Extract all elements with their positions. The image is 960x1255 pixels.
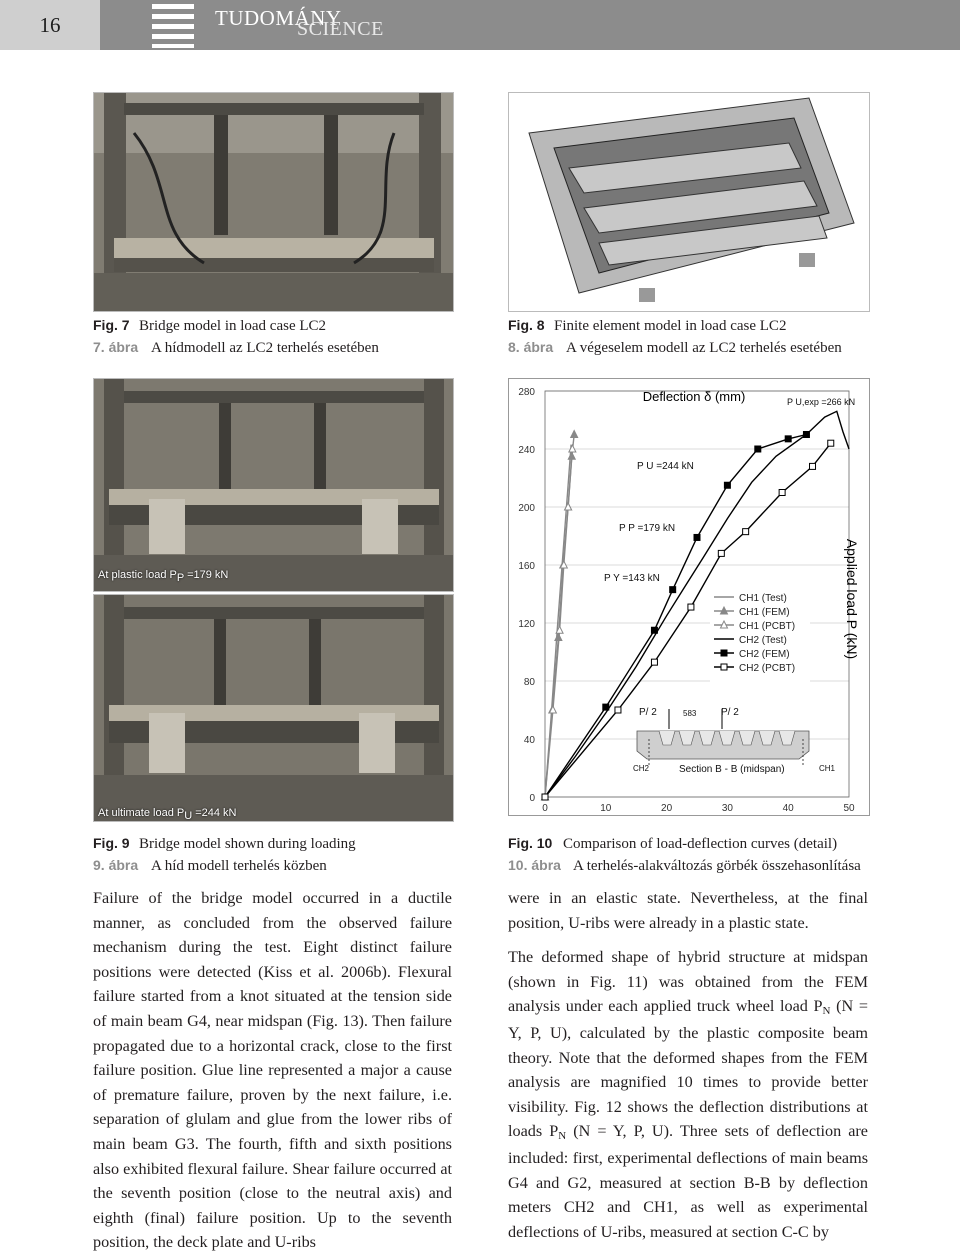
body-paragraph-deformed-shape: The deformed shape of hybrid structure at midspan (shown in Fig. 11) was obtained from the FEM analysis under each applied truck wheel load PN (N = Y, P, U), calculated by the plastic composite beam theory. Note that the deformed shapes from the FEM analysis are magnified 10 times to provide better visibility. Fig. 12 shows the deflection distributions at loads PN (N = Y, P, U). Three sets of deflection are included: first, experimental deflections of main beams G4 and G2, measured at section B-B by deflection meters CH2 and CH1, as well as experimental deflections of U-ribs, measured at section C-C by: [508, 948, 868, 1241]
series-marker: [810, 463, 816, 469]
page-header: [0, 0, 960, 50]
y-tick-label: 0: [529, 793, 535, 804]
legend-label: CH1 (PCBT): [739, 621, 796, 632]
fig7-photo-drawing: [94, 93, 453, 311]
fig10-chart: [508, 378, 870, 816]
fig9-number-hu: 9. ábra: [93, 857, 139, 873]
series-marker: [542, 794, 548, 800]
fig8-caption: [508, 315, 842, 359]
fig9-photo-top-drawing: [94, 379, 453, 591]
chart-annotation: CH1: [819, 764, 836, 773]
body-column-right: [508, 886, 868, 1244]
x-tick-label: 10: [600, 803, 612, 814]
y-tick-label: 240: [518, 445, 535, 456]
fig9-title-hu: A híd modell terhelés közben: [151, 858, 327, 874]
series-marker: [688, 604, 694, 610]
chart-annotation: P U,exp =266 kN: [787, 397, 856, 407]
fig8-title: Finite element model in load case LC2: [554, 318, 787, 334]
fig10-number: Fig. 10: [508, 835, 553, 851]
x-tick-label: 30: [721, 803, 733, 814]
fig8-number: Fig. 8: [508, 317, 545, 333]
legend-marker: [721, 650, 727, 656]
series-marker: [724, 482, 730, 488]
chart-annotation: Section B - B (midspan): [679, 764, 785, 775]
fig7-number: Fig. 7: [93, 317, 130, 333]
chart-annotation: P P =179 kN: [619, 523, 676, 534]
series-marker: [743, 529, 749, 535]
legend-label: CH2 (Test): [739, 635, 787, 646]
fig9-caption: [93, 833, 356, 877]
fig7-title-hu: A hídmodell az LC2 terhelés esetében: [151, 340, 379, 356]
fig10-title: Comparison of load-deflection curves (detail): [563, 836, 838, 852]
fig9-number: Fig. 9: [93, 835, 130, 851]
series-marker: [571, 431, 578, 438]
chart-annotation: 583: [683, 709, 697, 718]
legend-label: CH1 (Test): [739, 593, 787, 604]
series-marker: [779, 490, 785, 496]
fig7-photo: [93, 92, 454, 312]
header-brand-tudomany: TUDOMÁNY: [215, 6, 342, 30]
fig7-caption: [93, 315, 379, 359]
series-marker: [651, 659, 657, 665]
fig7-number-hu: 7. ábra: [93, 339, 139, 355]
fig8-number-hu: 8. ábra: [508, 339, 554, 355]
page-number: 16: [0, 0, 100, 50]
fig10-title-hu: A terhelés-alakváltozás görbék összehasonlítása: [573, 858, 861, 874]
fig8-title-hu: A végeselem modell az LC2 terhelés esetében: [566, 340, 842, 356]
fig10-caption: [508, 833, 861, 877]
legend-label: CH2 (PCBT): [739, 663, 796, 674]
legend-marker: [721, 664, 727, 670]
fig9-title: Bridge model shown during loading: [139, 836, 356, 852]
load-deflection-chart: [509, 379, 869, 815]
header-stripes-decoration: [152, 4, 194, 48]
y-tick-label: 40: [523, 735, 535, 746]
chart-annotation: CH2: [633, 764, 650, 773]
fig8-fe-model: [508, 92, 870, 312]
fig10-number-hu: 10. ábra: [508, 857, 561, 873]
legend-label: CH2 (FEM): [739, 649, 790, 660]
fig9-photo-ultimate-load: [93, 594, 454, 822]
series-marker: [694, 534, 700, 540]
x-tick-label: 50: [843, 803, 855, 814]
series-marker: [803, 432, 809, 438]
body-paragraph-continued: were in an elastic state. Nevertheless, at the final position, U-ribs were already in a plastic state.: [508, 889, 868, 932]
x-tick-label: 20: [661, 803, 673, 814]
series-marker: [755, 446, 761, 452]
fig9-label-ultimate: At ultimate load PU =244 kN: [98, 807, 237, 822]
series-marker: [828, 440, 834, 446]
fig7-title: Bridge model in load case LC2: [139, 318, 327, 334]
body-paragraph: Failure of the bridge model occurred in a ductile manner, as concluded from the observed failure mechanism during the test. Eight distinct failure positions were detected (Kiss et al. 2006b). Flexural failure started from a knot situated at the tension side of main beam G4, near midspan (Fig. 13). Then failure propagated due to a horizontal crack, close to the first failure position. Glue line represented a major a cause of premature failure, proven by the next failure, i.e. separation of glulam and glue from the lower ribs of main beam G3. The fourth, fifth and sixth positions also exhibited flexural failure. Shear failure occurred at the seventh position (close to the neutral axis) and eighth (final) failure position. Up to the seventh position, the deck plate and U-ribs: [93, 889, 452, 1252]
legend-label: CH1 (FEM): [739, 607, 790, 618]
y-tick-label: 160: [518, 561, 535, 572]
series-marker: [615, 707, 621, 713]
y-tick-label: 120: [518, 619, 535, 630]
y-tick-label: 200: [518, 503, 535, 514]
x-tick-label: 0: [542, 803, 548, 814]
fig8-fe-model-drawing: [509, 93, 869, 311]
series-marker: [603, 704, 609, 710]
series-marker: [670, 587, 676, 593]
body-column-left: [93, 886, 452, 1255]
fig9-label-plastic: At plastic load PP =179 kN: [98, 569, 229, 584]
series-marker: [785, 436, 791, 442]
chart-annotation: P/ 2: [721, 707, 739, 718]
header-brand-science: SCIENCE: [297, 18, 384, 40]
y-tick-label: 80: [523, 677, 535, 688]
chart-title: Deflection δ (mm): [642, 389, 746, 404]
series-marker: [651, 627, 657, 633]
chart-annotation: P Y =143 kN: [604, 573, 660, 584]
series-marker: [569, 445, 576, 452]
fig9-photo-plastic-load: [93, 378, 454, 592]
series-marker: [565, 503, 572, 510]
x-tick-label: 40: [782, 803, 794, 814]
chart-annotation: P/ 2: [639, 707, 657, 718]
y-tick-label: 280: [518, 387, 535, 398]
fig9-photo-bottom-drawing: [94, 595, 453, 821]
chart-y-axis-label: Applied load P (kN): [844, 538, 860, 660]
series-marker: [718, 550, 724, 556]
chart-annotation: P U =244 kN: [637, 461, 694, 472]
